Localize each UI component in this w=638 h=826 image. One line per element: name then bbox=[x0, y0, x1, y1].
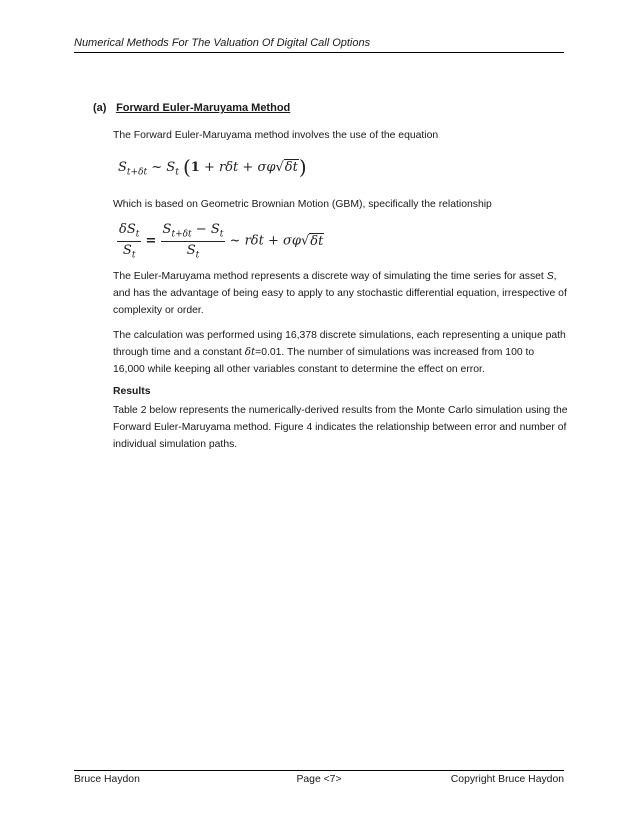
section-heading bbox=[93, 102, 290, 114]
section-number: (a) bbox=[93, 102, 107, 114]
paragraph-intro: The Forward Euler-Maruyama method involves the use of the equation bbox=[113, 130, 439, 141]
paragraph-method-description: The Euler-Maruyama method represents a discrete way of simulating the time series for asset S, and has the advantage of being easy to apply to any stochastic differential equation, irrespective of complexity or order. bbox=[113, 271, 567, 316]
footer-copyright: Copyright Bruce Haydon bbox=[450, 774, 564, 785]
equation-euler-maruyama: $S_{t+\delta t}$ ~ $S_t$ (1 + rδt + σφ√δt) bbox=[118, 155, 307, 179]
paragraph-gbm: Which is based on Geometric Brownian Motion (GBM), specifically the relationship bbox=[113, 199, 492, 210]
footer-author: Bruce Haydon bbox=[74, 774, 140, 785]
footer-page-number: Page <7> bbox=[296, 774, 342, 785]
paragraph-results: Table 2 below represents the numerically-derived results from the Monte Carlo simulation using the Forward Euler-Maruyama method. Figure 4 indicates the relationship between error and number of individual simulation paths. bbox=[113, 405, 568, 450]
paragraph-calculation: The calculation was performed using 16,378 discrete simulations, each representing a unique path through time and a constant δt=0.01. The number of simulations was increased from 100 to 16,000 while keeping all other variables constant to determine the effect on error. bbox=[113, 330, 566, 375]
running-header: Numerical Methods For The Valuation Of Digital Call Options bbox=[74, 37, 564, 53]
section-title: Forward Euler-Maruyama Method bbox=[116, 102, 291, 114]
page-footer bbox=[74, 770, 564, 785]
equation-gbm: $\frac{\delta S_t}{S_t}$ = $\frac{S_{t+\delta t} - S_t}{S_t}$ ~ rδt + σφ√δt bbox=[119, 222, 324, 261]
results-heading: Results bbox=[113, 386, 151, 397]
